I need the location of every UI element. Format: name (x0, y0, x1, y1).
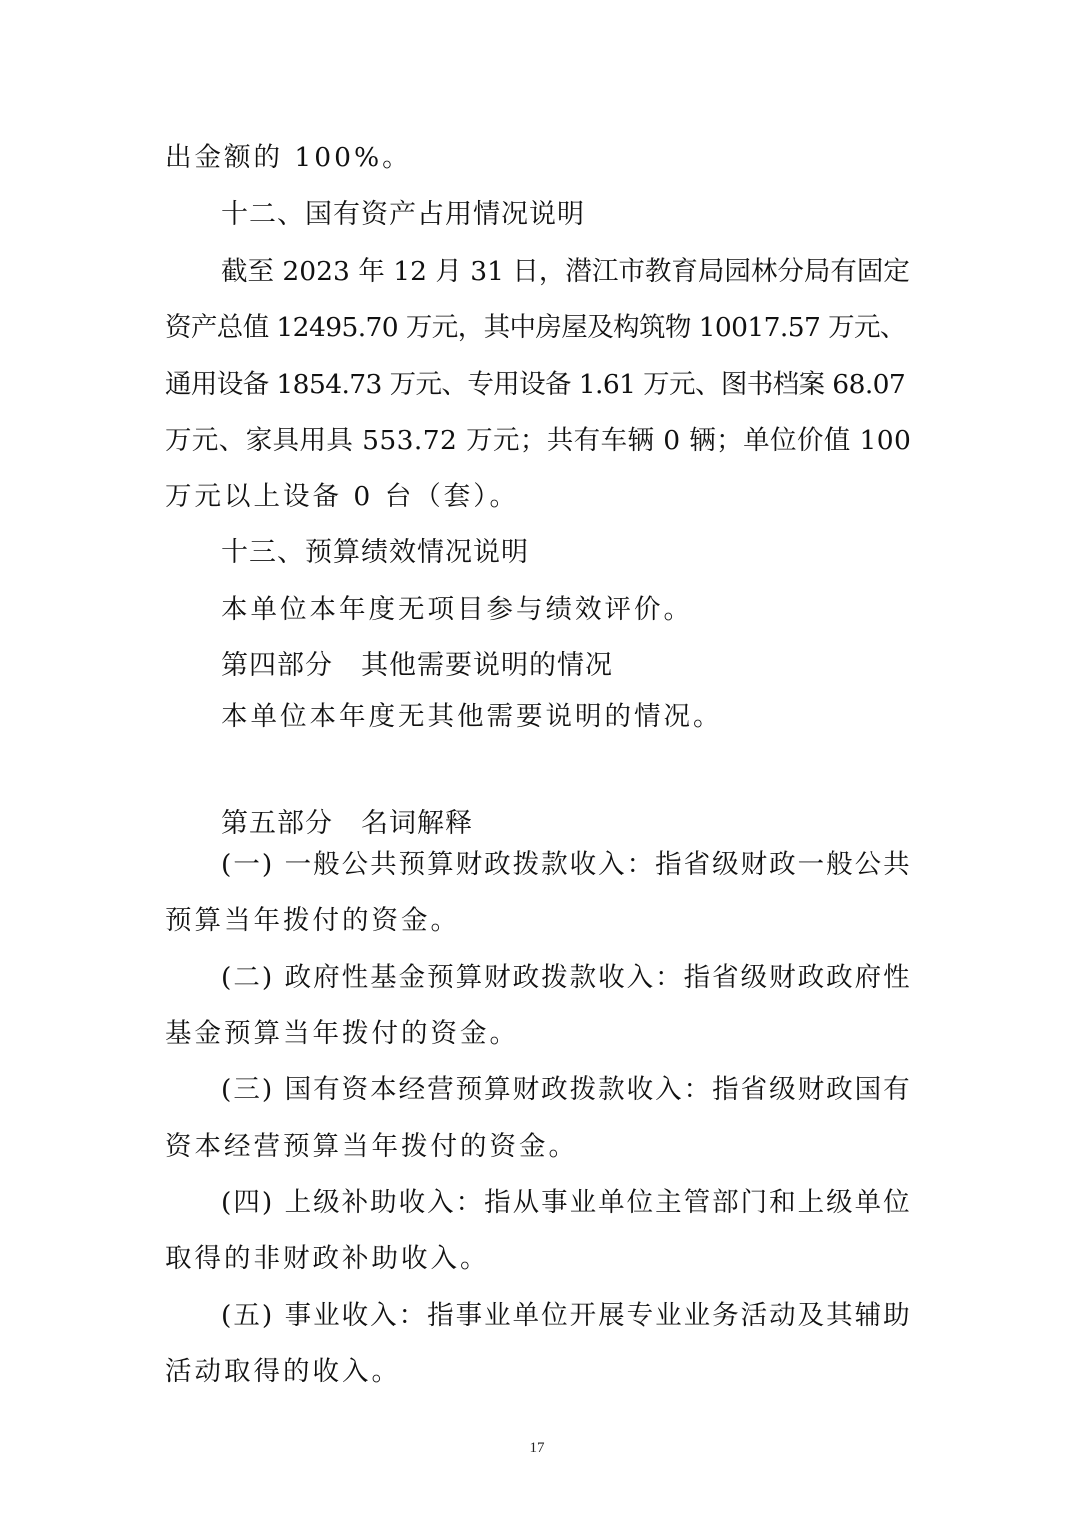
definition-line: 取得的非财政补助收入。 (165, 1243, 490, 1274)
definition-line: (一) 一般公共预算财政拨款收入：指省级财政一般公共 (221, 849, 912, 880)
body-line: 资产总值 12495.70 万元，其中房屋及构筑物 10017.57 万元、 (165, 312, 906, 343)
page-number: 17 (529, 1440, 545, 1456)
definition-line: 活动取得的收入。 (165, 1356, 401, 1387)
body-line: 万元以上设备 0 台（套）。 (165, 481, 519, 512)
definition-line: (三) 国有资本经营预算财政拨款收入：指省级财政国有 (221, 1074, 912, 1105)
section-heading: 十三、预算绩效情况说明 (221, 537, 529, 568)
definition-line: 基金预算当年拨付的资金。 (165, 1018, 519, 1049)
definition-line: (四) 上级补助收入：指从事业单位主管部门和上级单位 (221, 1187, 912, 1218)
part-heading: 第五部分 名词解释 (221, 808, 473, 839)
part-heading: 第四部分 其他需要说明的情况 (221, 650, 613, 681)
body-line: 本单位本年度无其他需要说明的情况。 (221, 701, 723, 732)
body-line: 万元、家具用具 553.72 万元；共有车辆 0 辆；单位价值 100 (165, 425, 912, 456)
definition-line: 资本经营预算当年拨付的资金。 (165, 1131, 578, 1162)
definition-line: (五) 事业收入：指事业单位开展专业业务活动及其辅助 (221, 1300, 912, 1331)
body-line: 通用设备 1854.73 万元、专用设备 1.61 万元、图书档案 68.07 (165, 369, 906, 400)
section-heading: 十二、国有资产占用情况说明 (221, 199, 585, 230)
definition-line: 预算当年拨付的资金。 (165, 905, 460, 936)
definition-line: (二) 政府性基金预算财政拨款收入：指省级财政政府性 (221, 962, 912, 993)
body-line: 截至 2023 年 12 月 31 日，潜江市教育局园林分局有固定 (221, 256, 910, 287)
body-line: 出金额的 100%。 (165, 142, 412, 173)
body-line: 本单位本年度无项目参与绩效评价。 (221, 594, 693, 625)
